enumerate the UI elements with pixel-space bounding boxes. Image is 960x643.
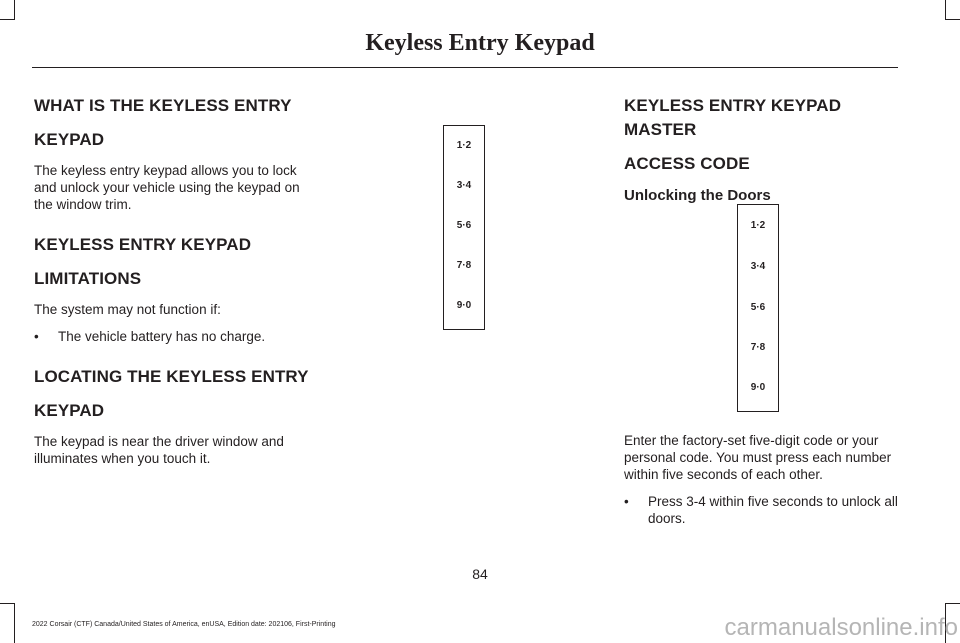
keypad-key: 1·2 <box>750 220 766 231</box>
heading-line: WHAT IS THE KEYLESS ENTRY <box>34 96 292 115</box>
right-column-body <box>624 432 900 527</box>
crop-mark <box>0 603 15 604</box>
left-column <box>34 94 314 467</box>
keypad-key: 7·8 <box>750 342 766 353</box>
keypad-key: 1·2 <box>456 140 472 151</box>
heading-line: KEYLESS ENTRY KEYPAD <box>34 235 252 254</box>
page-header-title: Keyless Entry Keypad <box>365 30 595 56</box>
crop-mark <box>14 0 15 20</box>
paragraph: The keyless entry keypad allows you to lock and unlock your vehicle using the keypad on the window trim. <box>34 163 300 212</box>
heading-line: KEYPAD <box>34 401 105 420</box>
section-heading <box>34 233 314 291</box>
keypad-illustration <box>443 125 485 330</box>
crop-mark <box>14 603 15 643</box>
header-rule <box>32 67 898 68</box>
crop-mark <box>945 0 946 20</box>
crop-mark <box>0 19 15 20</box>
crop-mark <box>945 19 960 20</box>
paragraph: The system may not function if: <box>34 302 221 317</box>
keypad-illustration <box>737 204 779 412</box>
bullet-item <box>34 328 314 345</box>
paragraph: The keypad is near the driver window and illuminates when you touch it. <box>34 434 284 466</box>
watermark: carmanualsonline.info <box>724 614 958 641</box>
keypad-key: 5·6 <box>750 302 766 313</box>
heading-line: ACCESS CODE <box>624 154 750 173</box>
right-column <box>624 94 904 206</box>
page-number: 84 <box>472 566 488 582</box>
bullet-glyph: • <box>624 494 629 509</box>
keypad-key: 3·4 <box>456 180 472 191</box>
heading-line: LIMITATIONS <box>34 269 142 288</box>
section-heading <box>34 94 314 152</box>
section-heading <box>34 365 314 423</box>
keypad-key: 9·0 <box>750 382 766 393</box>
crop-mark <box>945 603 960 604</box>
heading-line: LOCATING THE KEYLESS ENTRY <box>34 367 309 386</box>
subheading: Unlocking the Doors <box>624 187 771 204</box>
keypad-key: 7·8 <box>456 260 472 271</box>
bullet-glyph: • <box>34 329 39 344</box>
heading-line: KEYLESS ENTRY KEYPAD MASTER <box>624 96 842 139</box>
heading-line: KEYPAD <box>34 130 105 149</box>
footer-edition-text: 2022 Corsair (CTF) Canada/United States of America, enUSA, Edition date: 202106, First-Printing <box>32 621 336 628</box>
keypad-key: 5·6 <box>456 220 472 231</box>
bullet-item <box>624 493 900 527</box>
bullet-text: Press 3-4 within five seconds to unlock all doors. <box>648 494 898 526</box>
bullet-text: The vehicle battery has no charge. <box>58 329 266 344</box>
paragraph: Enter the factory-set five-digit code or your personal code. You must press each number within five seconds of each other. <box>624 433 892 482</box>
section-heading <box>624 94 904 176</box>
keypad-key: 9·0 <box>456 300 472 311</box>
keypad-key: 3·4 <box>750 261 766 272</box>
